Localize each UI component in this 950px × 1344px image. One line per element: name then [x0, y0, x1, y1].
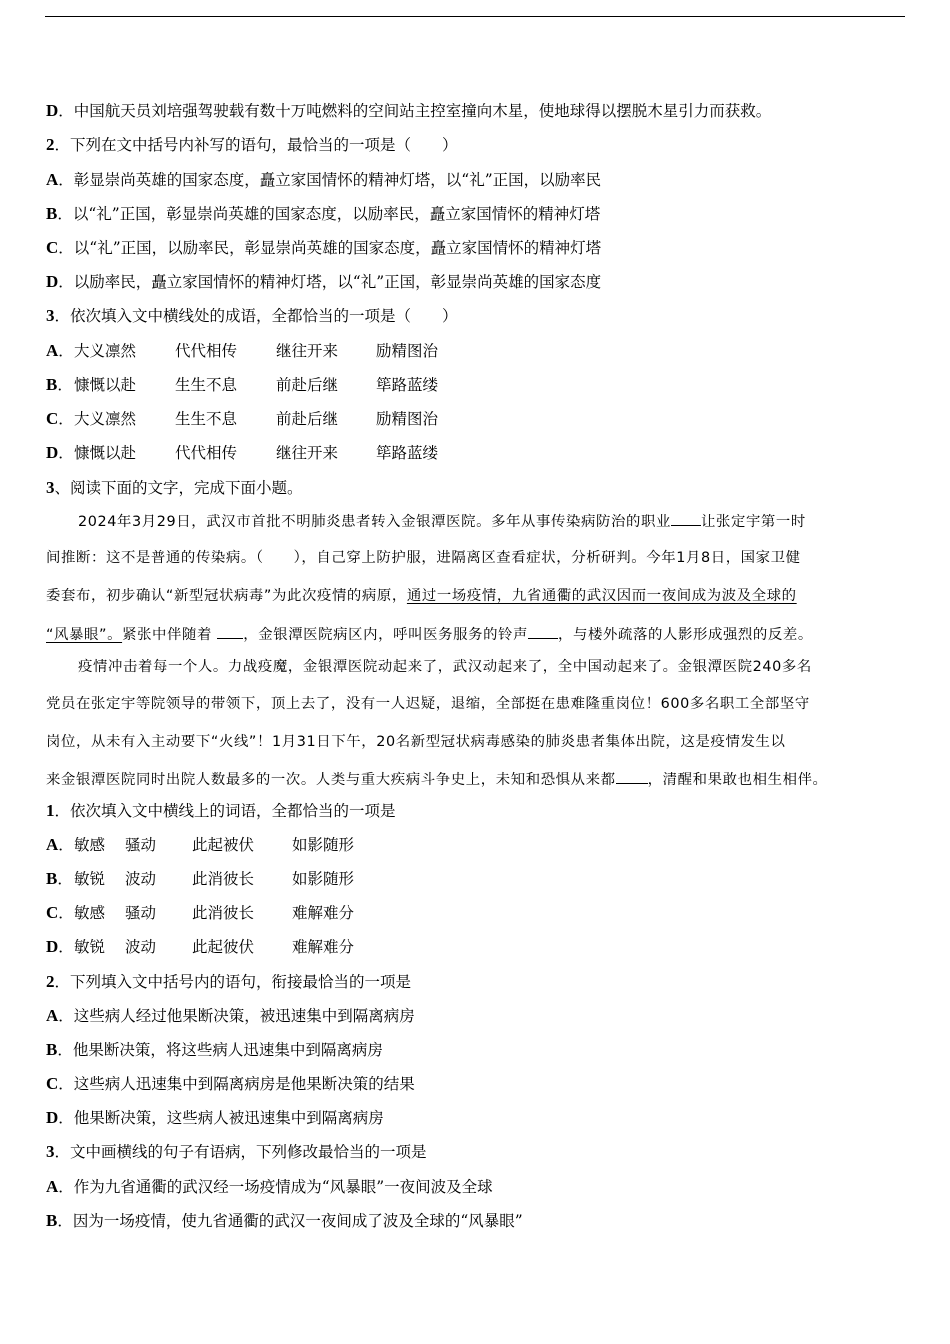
fill-blank	[671, 511, 701, 526]
passage-line: “风暴眼”。紧张中伴随着 ，金银潭医院病区内，呼叫医务服务的铃声 ，与楼外疏落的人影形成强烈的反差。	[46, 624, 912, 645]
question-option: D．以励率民，矗立家国情怀的精神灯塔，以“礼”正国，彰显崇尚英雄的国家态度	[46, 272, 602, 291]
question-option: B．以“礼”正国，彰显崇尚英雄的国家态度，以励率民，矗立家国情怀的精神灯塔	[46, 204, 601, 223]
question-option: C．这些病人迅速集中到隔离病房是他果断决策的结果	[46, 1074, 415, 1093]
passage-line: 疫情冲击着每一个人。力战疫魔，金银潭医院动起来了，武汉动起来了，全中国动起来了。金银潭医院240多名	[78, 659, 812, 675]
question-option: D．他果断决策，这些病人被迅速集中到隔离病房	[46, 1108, 384, 1127]
document-page: D．中国航天员刘培强驾驶载有数十万吨燃料的空间站主控室撞向木星，使地球得以摆脱木星引力而获救。 2．下列在文中括号内补写的语句，最恰当的一项是（ ） A．彰显崇尚英雄的国家态度，矗立家国情怀的精神灯塔，以“礼”正国，以励率民 B．以“礼”正国，彰显崇尚英雄的国家态度，以励率民，矗立家国情怀的精神灯塔 C．以“礼”正国，以励率民，彰显崇尚英雄的国家态度，矗立家国情怀的精神灯塔 D．以励率民，矗立家国情怀的精神灯塔，以“礼”正国，彰显崇尚英雄的国家态度 3．依次填入文中横线处的成语，全都恰当的一项是（ ） A． 大义凛然 代代相传 继往开来 励精图治 B． 慷慨以赴 生生不息 前赴后继 筚路蓝缕 C． 大义凛然 生生不息 前赴后继 励精图治 D． 慷慨以赴 代代相传 继往开来 筚路蓝缕 3、阅读下面的文字，完成下面小题。 2024年3月29日，武汉市首批不明肺炎患者转入金银潭医院。多年从事传染病防治的职业 让张定宇第一时 间推断：这不是普通的传染病。（ ），自己穿上防护服，进隔离区查看症状，分析研判。今年1月8日，国家卫健 委套布，初步确认“新型冠状病毒”为此次疫情的病原，通过一场疫情，九省通衢的武汉因而一夜间成为波及全球的 “风暴眼”。紧张中伴随着 ，金银潭医院病区内，呼叫医务服务的铃声 ，与楼外疏落的人影形成强烈的反差。 疫情冲击着每一个人。力战疫魔，金银潭医院动起来了，武汉动起来了，全中国动起来了。金银潭医院240多名 党员在张定宇等院领导的带领下，顶上去了，没有一人迟疑，退缩，全部挺在患难隆重岗位！600多名职工全部坚守 岗位，从未有入主动要下“火线”！1月31日下午，20名新型冠状病毒感染的肺炎患者集体出院，这是疫情发生以 来金银潭医院同时出院人数最多的一次。人类与重大疾病斗争史上，未知和恐惧从来都 ，清醒和果敢也相生相伴。 1．依次填入文中横线上的词语，全都恰当的一项是 A． 敏感 骚动 此起被伏 如影随形 B． 敏锐 波动 此消彼长 如影随形 C． 敏感 骚动 此消彼长 难解难分 D． 敏锐 波动 此起彼伏 难解难分 2．下列填入文中括号内的语句，衔接最恰当的一项是 A．这些病人经过他果断决策，被迅速集中到隔离病房 B．他果断决策，将这些病人迅速集中到隔离病房 C．这些病人迅速集中到隔离病房是他果断决策的结果 D．他果断决策，这些病人被迅速集中到隔离病房 3．文中画横线的句子有语病，下列修改最恰当的一项是 A．作为九省通衢的武汉经一场疫情成为“风暴眼”一夜间波及全球 B．因为一场疫情，使九省通衢的武汉一夜间成了波及全球的“风暴眼”	[0, 0, 950, 1344]
underlined-sentence: “风暴眼”。	[46, 627, 123, 643]
question-stem: 1．依次填入文中横线上的词语，全都恰当的一项是	[46, 801, 396, 820]
fill-blank	[528, 624, 558, 639]
question-option: B．他果断决策，将这些病人迅速集中到隔离病房	[46, 1040, 383, 1059]
fill-blank	[217, 624, 243, 639]
question-option: A．作为九省通衢的武汉经一场疫情成为“风暴眼”一夜间波及全球	[46, 1177, 493, 1196]
underlined-sentence: 通过一场疫情，九省通衢的武汉因而一夜间成为波及全球的	[406, 588, 797, 604]
passage-line: 2024年3月29日，武汉市首批不明肺炎患者转入金银潭医院。多年从事传染病防治的职业 让张定宇第一时	[78, 511, 912, 532]
question-option: B．因为一场疫情，使九省通衢的武汉一夜间成了波及全球的“风暴眼”	[46, 1211, 523, 1230]
header-rule	[45, 16, 905, 17]
passage-line: 来金银潭医院同时出院人数最多的一次。人类与重大疾病斗争史上，未知和恐惧从来都 ，清醒和果敢也相生相伴。	[46, 769, 912, 790]
question-stem: 2．下列在文中括号内补写的语句，最恰当的一项是（ ）	[46, 135, 458, 154]
passage-line: 党员在张定宇等院领导的带领下，顶上去了，没有一人迟疑，退缩，全部挺在患难隆重岗位！600多名职工全部坚守	[46, 696, 810, 712]
passage-line: 岗位，从未有入主动要下“火线”！1月31日下午，20名新型冠状病毒感染的肺炎患者集体出院，这是疫情发生以	[46, 734, 786, 750]
passage-line: 间推断：这不是普通的传染病。（ ），自己穿上防护服，进隔离区查看症状，分析研判。今年1月8日，国家卫健	[46, 550, 801, 566]
question-option: C．以“礼”正国，以励率民，彰显崇尚英雄的国家态度，矗立家国情怀的精神灯塔	[46, 238, 602, 257]
question-option: D．中国航天员刘培强驾驶载有数十万吨燃料的空间站主控室撞向木星，使地球得以摆脱木星引力而获救。	[46, 101, 772, 120]
passage-line: 委套布，初步确认“新型冠状病毒”为此次疫情的病原，通过一场疫情，九省通衢的武汉因而一夜间成为波及全球的	[46, 588, 797, 604]
question-option: A．这些病人经过他果断决策，被迅速集中到隔离病房	[46, 1006, 415, 1025]
question-stem: 3．依次填入文中横线处的成语，全都恰当的一项是（ ）	[46, 306, 458, 325]
question-stem: 2．下列填入文中括号内的语句，衔接最恰当的一项是	[46, 972, 412, 991]
question-stem: 3．文中画横线的句子有语病，下列修改最恰当的一项是	[46, 1142, 427, 1161]
fill-blank	[616, 769, 648, 784]
question-option: A．彰显崇尚英雄的国家态度，矗立家国情怀的精神灯塔，以“礼”正国，以励率民	[46, 170, 602, 189]
section-heading: 3、阅读下面的文字，完成下面小题。	[46, 478, 303, 497]
